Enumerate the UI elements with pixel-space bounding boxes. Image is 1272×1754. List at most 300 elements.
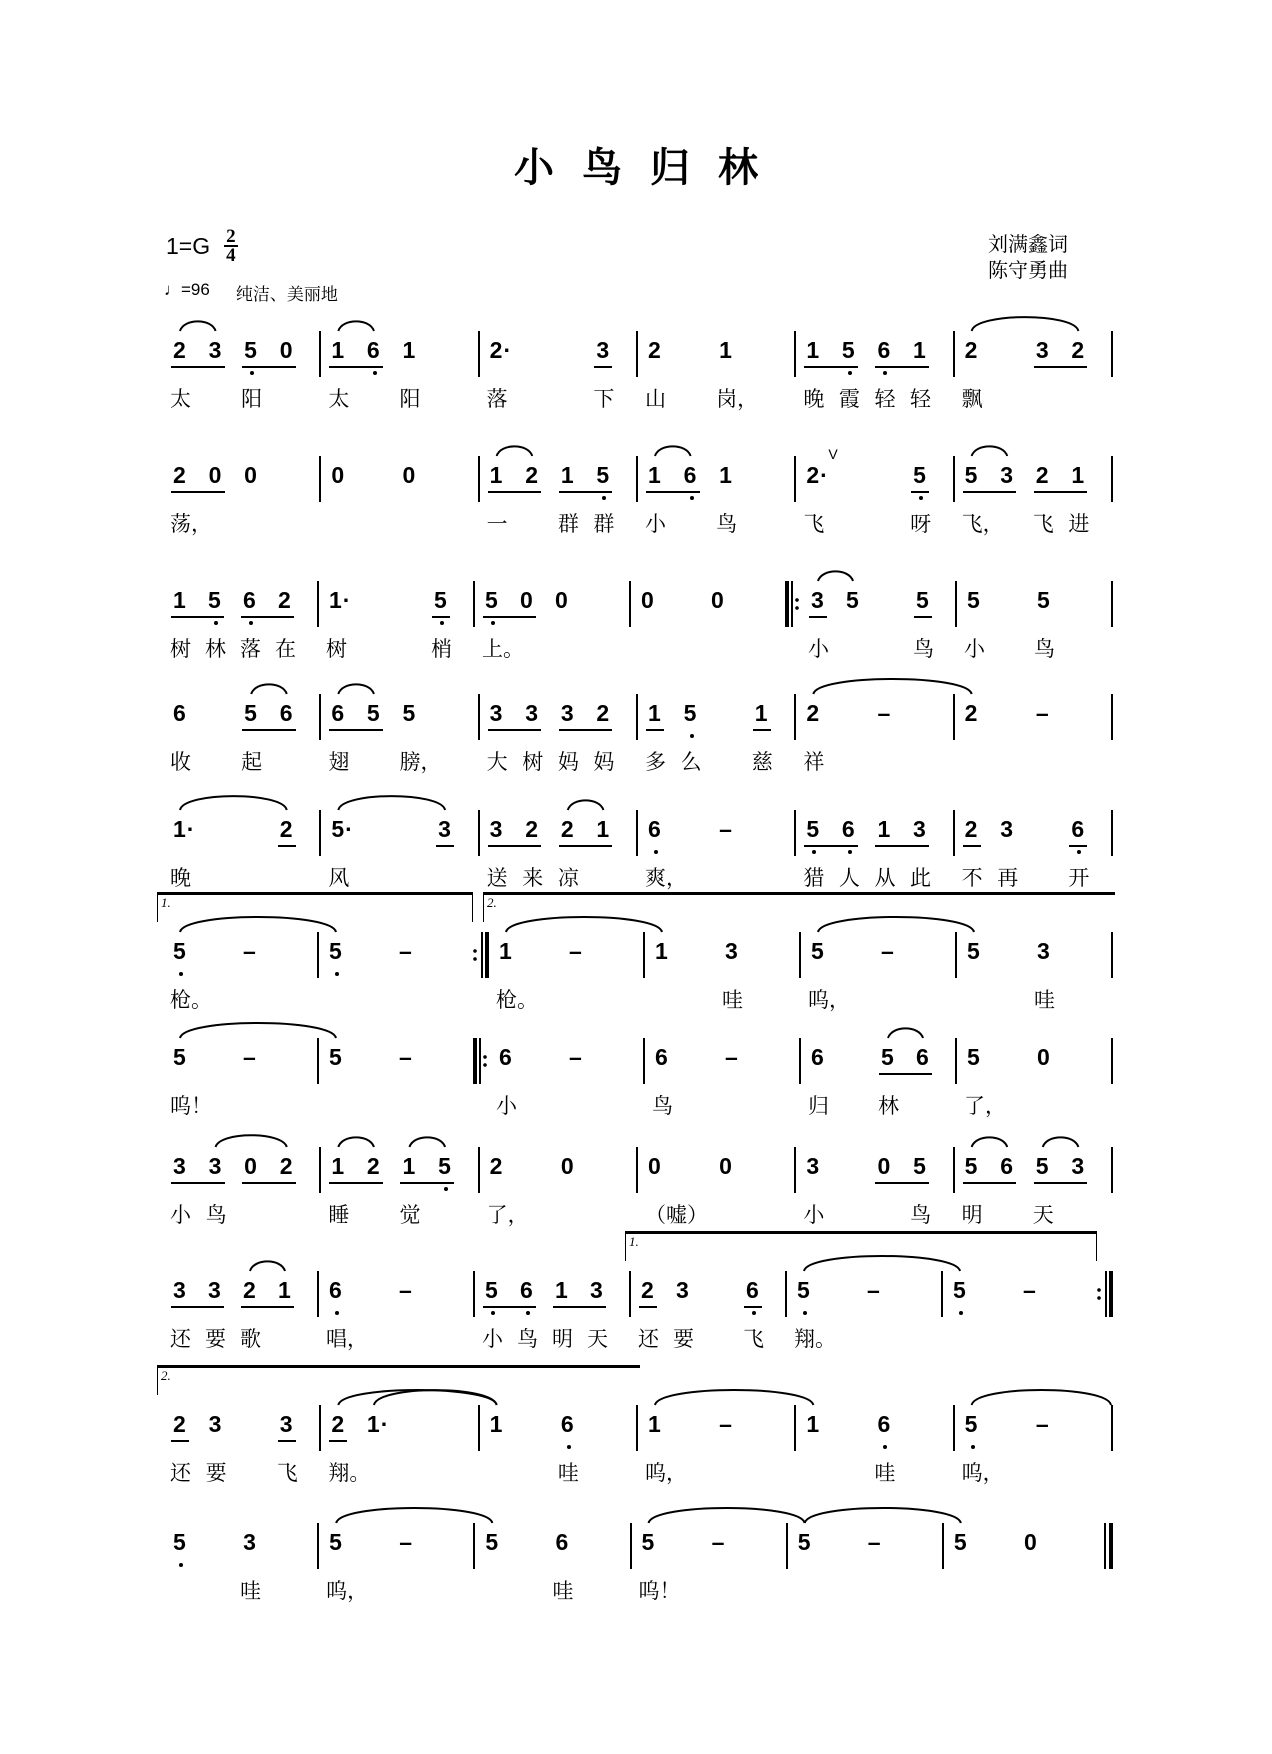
low-octave-dot [654,850,658,854]
note [496,932,569,1012]
note [596,810,632,856]
eighth-underline [875,845,913,847]
note [367,1405,474,1451]
note [916,1038,951,1084]
lyric: 林 [205,638,226,661]
note-value: 1 [402,1153,416,1179]
measure [163,1038,317,1118]
eighth-underline [483,616,520,618]
note-digit [719,816,732,842]
note-value: 5 [953,1277,966,1303]
note-digit [711,587,724,613]
note-digit [965,1411,978,1437]
note-value: 5 [329,1529,342,1555]
eighth-underline [171,1440,189,1442]
note-digit [561,700,574,726]
note-digit [329,1044,342,1070]
note-digit [648,1153,661,1179]
note-value: 5 [967,938,980,964]
note-value: 3 [596,337,610,363]
note-value: – [867,1277,880,1303]
note [331,456,402,502]
note-value: 5 [596,462,610,488]
slur [180,796,287,810]
note-digit [399,1277,412,1303]
note-digit [913,816,926,842]
note-value: 1 [499,938,512,964]
note-digit [280,1153,293,1179]
barline [1111,331,1113,377]
note-digit [641,587,654,613]
lyric: 呜， [644,1462,687,1485]
note-value: – [1023,1277,1036,1303]
volta-bracket: 2. [157,1365,640,1395]
note [808,581,846,661]
slur [338,684,374,694]
lyric: 哇 [552,1580,574,1603]
slur [338,321,374,331]
note-value: 1 [555,1277,568,1303]
note-digit [490,1411,503,1437]
note-digit [648,462,661,488]
measure [475,1271,629,1351]
note-value: – [877,700,891,726]
staff-system [163,694,1113,794]
measure [319,1038,473,1084]
note-digit [280,816,293,842]
note-value: 3 [208,1411,222,1437]
slur [972,317,1079,331]
note [910,456,949,536]
key-and-meter [166,228,238,264]
note-digit [367,1411,388,1437]
lyric: 风 [328,867,350,890]
note [240,1523,313,1603]
measure [480,1147,636,1227]
lyric: 多 [644,751,666,774]
note-value: 0 [711,587,724,613]
note-digit [596,337,609,363]
note [874,810,913,890]
note-value: – [867,1529,881,1555]
eighth-underline [559,845,597,847]
note-value: 3 [590,1277,603,1303]
note-value: 6 [560,1411,574,1437]
note-digit [965,337,978,363]
note-value: 2 [560,816,574,842]
note-value: 5 [173,1529,186,1555]
lyric: 树 [326,638,347,661]
note-digit [868,1529,881,1555]
note [644,331,719,411]
note-value: 2 [641,1277,654,1303]
note [1068,456,1107,536]
note-digit [641,1277,654,1303]
slur [250,1261,285,1271]
note-value: 5 [485,1277,498,1303]
note [367,694,403,740]
note [673,1271,746,1351]
note-value: 5 [1037,587,1050,613]
lyric: 凉 [557,867,579,890]
note [808,1038,881,1118]
measure [957,932,1111,1012]
slur [497,446,533,456]
staff-system [163,1234,1113,1371]
note [205,1271,243,1351]
lyric: 哇 [557,1462,579,1485]
eighth-underline [594,366,612,368]
note-digit [209,1411,222,1437]
eighth-underline [432,616,450,618]
note-digit [243,1044,256,1070]
eighth-underline [278,1440,296,1442]
note-digit [877,700,890,726]
note-digit [1037,587,1050,613]
note-value: 2 [173,1411,186,1437]
note-digit [173,816,194,842]
note-value: 3 [1000,816,1014,842]
note-value: 5 [173,938,186,964]
note-row [163,331,1113,411]
slur [251,684,287,694]
note-value: 1 [806,1411,820,1437]
note-value: 5 [797,1529,811,1555]
note [367,331,403,377]
barline [1111,1147,1113,1193]
note-digit [1036,700,1049,726]
note-digit [655,938,668,964]
lyric: 荡， [170,513,212,536]
expression-marking: 纯洁、美丽地 [235,285,338,304]
note-digit [965,462,978,488]
note-digit [725,938,738,964]
note-value: 3 [489,700,503,726]
eighth-underline [241,616,278,618]
note [1032,1147,1072,1227]
note-value: 1 [655,938,668,964]
lyric: 哇 [240,1580,262,1603]
note [280,694,316,740]
measure [163,1271,317,1351]
note-digit [520,587,533,613]
note [555,581,625,627]
note-value: 3 [438,816,451,842]
eighth-underline [914,1073,932,1075]
note [867,1271,937,1317]
note-digit [402,337,415,363]
lyric: 慈 [751,751,773,774]
note-digit [490,337,511,363]
note [1024,1523,1094,1569]
eighth-underline [646,729,664,731]
measure [321,694,477,774]
measure [955,331,1111,411]
eighth-underline [171,1306,208,1308]
eighth-underline [278,366,296,368]
eighth-underline [241,1306,278,1308]
note-value: 6 [746,1277,759,1303]
lyric: 阳 [399,388,421,411]
note [967,932,1037,978]
note [961,331,1036,411]
lyric: 飘 [961,388,983,411]
note-value: – [881,938,894,964]
eighth-underline [1034,1182,1072,1184]
note [557,694,597,774]
note-value: 1 [329,587,342,613]
note [874,1405,948,1485]
note-value: 0 [244,462,257,488]
note [557,456,597,536]
note [490,1405,561,1451]
eighth-underline [207,1182,225,1184]
lyric: 鸟 [1034,638,1055,661]
note-digit [1037,1044,1050,1070]
note-value: 6 [331,700,345,726]
note [1036,331,1072,377]
note-value: – [725,1044,738,1070]
eighth-underline [518,1306,536,1308]
eighth-underline [963,491,1001,493]
note-value: 6 [366,337,380,363]
eighth-underline [276,1306,294,1308]
eighth-underline [242,729,280,731]
note-value: 3 [525,700,539,726]
barline [1111,1038,1113,1084]
low-octave-dot [249,621,253,625]
note [910,1147,949,1227]
lyric: 翔。 [794,1328,836,1351]
lyric: 小 [808,638,829,661]
note-digit [244,462,257,488]
note-digit [278,587,291,613]
note [680,694,755,774]
note-value: 6 [841,816,855,842]
barline [1111,810,1113,856]
lyric: 鸟 [652,1095,673,1118]
lyric: 么 [680,751,702,774]
repeat-start-barline [785,581,801,627]
note [878,1038,916,1118]
measure [480,694,636,774]
note [644,694,684,774]
note-digit [403,462,416,488]
note [1071,331,1107,377]
note-value: 3 [811,587,824,613]
note-digit [209,462,222,488]
note [170,331,209,411]
note-digit [525,700,538,726]
note-row [163,810,1113,890]
eighth-underline [206,1306,224,1308]
note-value: – [719,1411,732,1437]
note [431,581,469,661]
note [593,456,632,536]
eighth-underline [594,729,612,731]
low-octave-dot [373,371,377,375]
note-value: 5 [913,462,926,488]
lyric: 了， [964,1095,1006,1118]
barline [1111,456,1113,502]
note-value: 1 [331,1153,345,1179]
note [241,694,280,774]
eighth-underline [804,366,842,368]
note [910,810,949,890]
note-value: – [1035,700,1049,726]
measure [631,581,785,627]
eighth-underline [278,729,296,731]
lyric: 睡 [328,1204,350,1227]
note-digit [329,1277,342,1303]
note [170,581,208,661]
eighth-underline [365,366,383,368]
note-digit [719,462,732,488]
note-value: 1 [647,462,661,488]
measure [955,694,1111,740]
lyric: 要 [205,1328,226,1351]
note-digit [331,816,352,842]
measure [801,932,955,1012]
note-digit [806,462,827,488]
note-row [163,581,1113,661]
lyric: 树 [170,638,191,661]
note-digit [173,1153,186,1179]
note [557,1405,632,1485]
note-digit [913,462,926,488]
note-value: 5 [953,1529,967,1555]
note-value: 5 [913,1153,926,1179]
note-digit [877,1411,890,1437]
note-digit [399,1044,412,1070]
note-digit [569,938,582,964]
eighth-underline [588,1306,606,1308]
note-digit [243,1529,256,1555]
note-value: 5 [967,587,980,613]
low-octave-dot [1077,850,1081,854]
note-value: 2 [279,1153,293,1179]
lyric: 再 [997,867,1019,890]
slur [818,571,853,581]
eighth-underline [523,845,541,847]
lyric: 阳 [241,388,263,411]
note [205,1405,280,1485]
note-digit [243,938,256,964]
note-value: 6 [329,1277,342,1303]
lyric: 还 [638,1328,659,1351]
note-value: 1 [719,337,732,363]
lyric: 要 [673,1328,694,1351]
note [328,810,438,890]
note-value: 5 [881,1044,894,1070]
note-digit [1037,938,1050,964]
note-digit [1071,816,1084,842]
note-digit [1036,1411,1049,1437]
volta-bracket: 2. [483,892,1115,922]
note-value: 5 [964,1411,978,1437]
note-value: – [399,1044,412,1070]
note-digit [402,1153,415,1179]
lyric: 鸟 [910,1204,932,1227]
measure [638,331,794,411]
note-digit [712,1529,725,1555]
note-digit [499,938,512,964]
note-digit [1024,1529,1037,1555]
eighth-underline [594,845,612,847]
measure [801,581,955,661]
note-value: 3 [208,337,222,363]
time-signature-top: 2 [226,226,236,247]
note-digit [173,337,186,363]
note-digit [561,1153,574,1179]
note-digit [719,1153,732,1179]
note-digit [173,1044,186,1070]
note-digit [367,1153,380,1179]
low-octave-dot [752,1311,756,1315]
final-barline [1104,1523,1113,1569]
note-digit [965,1153,978,1179]
note-value: 0 [520,587,533,613]
note [329,932,399,978]
note [240,581,278,661]
note [399,1038,469,1084]
measure [321,331,477,411]
note-digit [1000,816,1013,842]
lyric: 觉 [399,1204,421,1227]
note [846,581,916,627]
repeat-dots [473,947,477,963]
note-digit [967,587,980,613]
measure [480,810,636,890]
time-signature [224,228,238,264]
note-value: 1 [877,816,891,842]
repeat-dots [795,596,799,612]
note-value: 3 [208,1277,221,1303]
note [716,331,790,411]
lyric: 霞 [838,388,860,411]
note-value: 0 [877,1153,891,1179]
note [170,456,212,536]
note [569,932,639,978]
low-octave-dot [179,972,183,976]
eighth-underline [329,1440,347,1442]
lyric: 人 [838,867,860,890]
note [328,1147,367,1227]
note [170,1271,208,1351]
note-digit [590,1277,603,1303]
staff-system [163,1523,1113,1623]
eighth-underline [483,1306,520,1308]
eighth-underline [914,616,932,618]
measure [480,1405,636,1485]
note-value: – [243,938,256,964]
note-digit [877,816,890,842]
note [798,1523,868,1569]
note [743,1271,781,1351]
low-octave-dot [491,1311,495,1315]
measure [943,1271,1097,1317]
note-value: 0 [560,1153,574,1179]
note [367,1147,403,1193]
note-digit [555,587,568,613]
note [1071,1147,1107,1193]
eighth-underline [804,845,842,847]
measure [163,810,319,890]
note-digit [842,816,855,842]
note [1036,694,1107,740]
staff-system [161,1368,1113,1505]
measure [632,1523,786,1603]
